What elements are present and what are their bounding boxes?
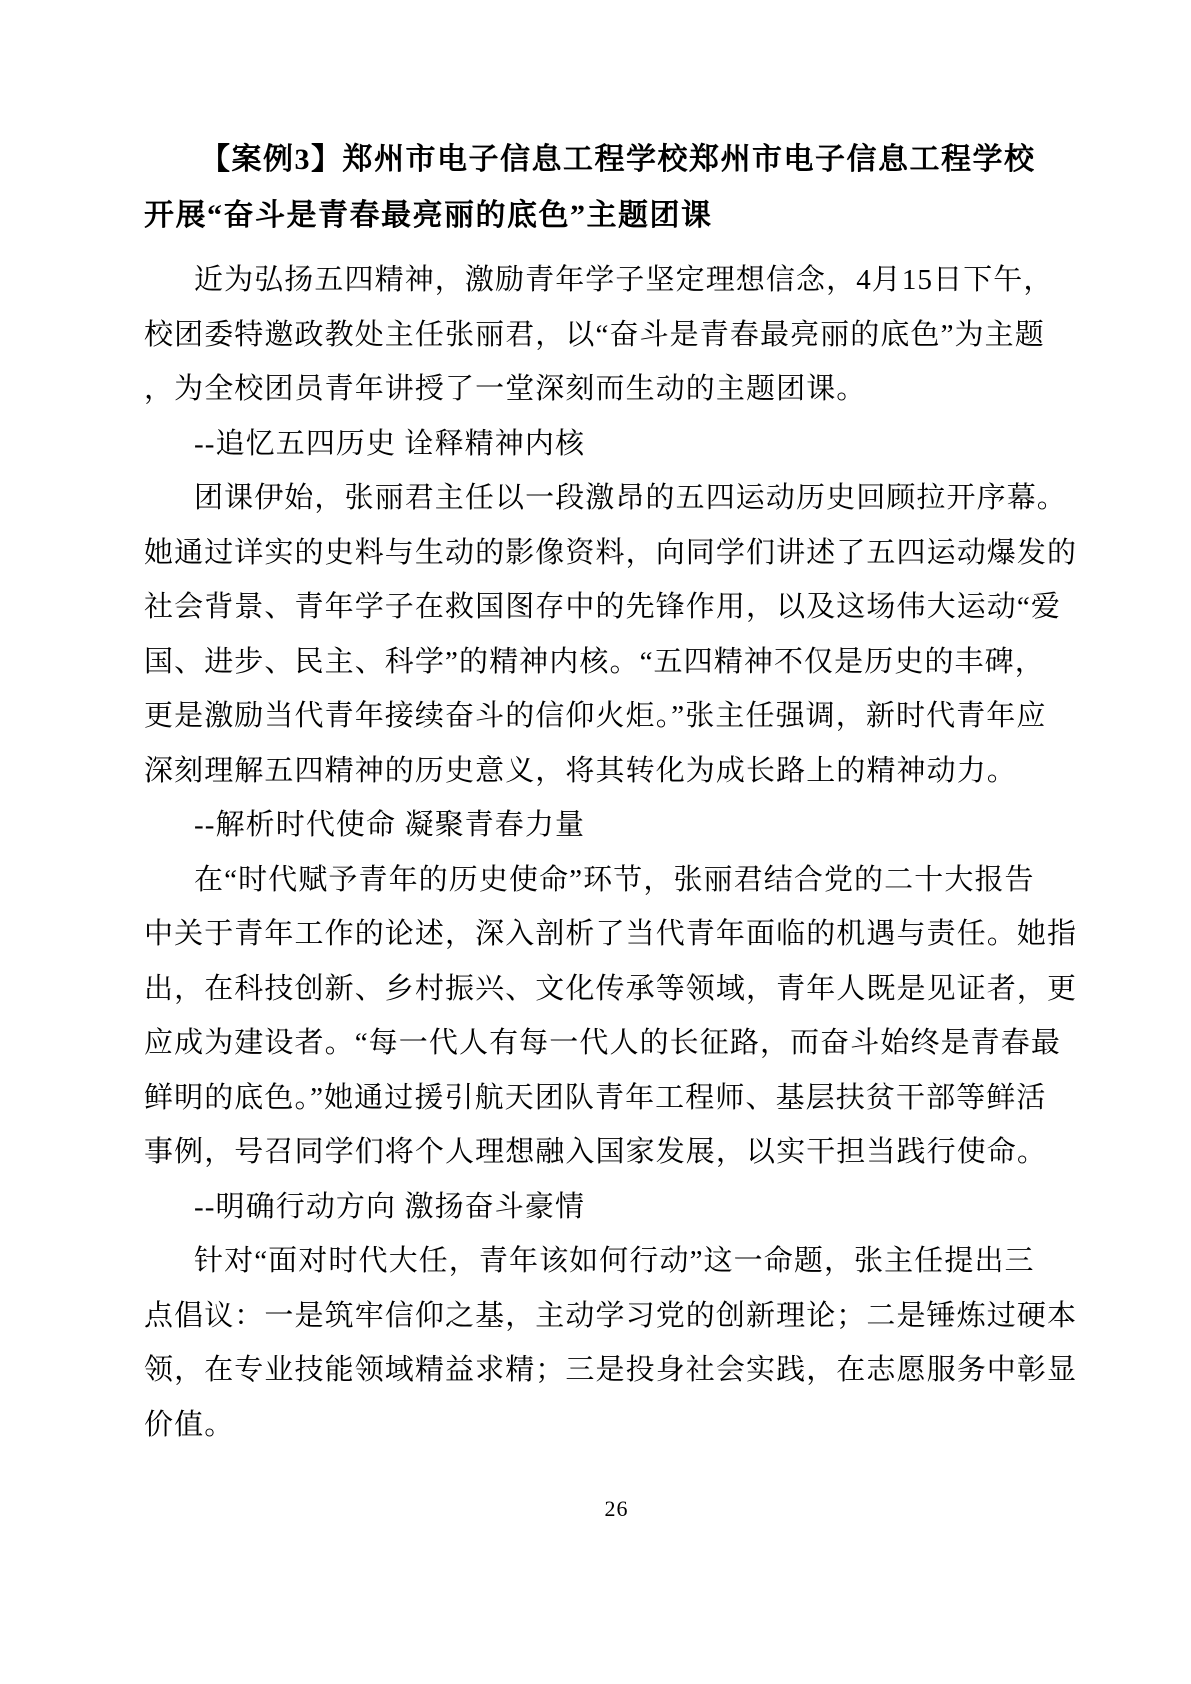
- body-line: 事例，号召同学们将个人理想融入国家发展，以实干担当践行使命。: [144, 1136, 1048, 1168]
- body-line: 点倡议：一是筑牢信仰之基，主动学习党的创新理论；二是锤炼过硬本: [144, 1299, 1078, 1332]
- body-line: 在“时代赋予青年的历史使命”环节，张丽君结合党的二十大报告: [194, 863, 1035, 896]
- document-body: [144, 253, 1078, 1452]
- body-line: 针对“面对时代大任，青年该如何行动”这一命题，张主任提出三: [194, 1245, 1035, 1277]
- body-line: 近为弘扬五四精神，激励青年学子坚定理想信念，4月15日下午，: [194, 264, 1054, 296]
- body-line: 价值。: [144, 1408, 235, 1441]
- title-line-1: 【案例3】郑州市电子信息工程学校郑州市电子信息工程学校: [200, 143, 1036, 176]
- body-line: 鲜明的底色。”她通过援引航天团队青年工程师、基层扶贫干部等鲜活: [144, 1081, 1047, 1114]
- body-line: 校团委特邀政教处主任张丽君，以“奋斗是青春最亮丽的底色”为主题: [144, 318, 1045, 351]
- body-line: 更是激励当代青年接续奋斗的信仰火炬。”张主任强调，新时代青年应: [144, 700, 1047, 732]
- section-heading: --追忆五四历史 诠释精神内核: [194, 427, 586, 460]
- title-line-2: 开展“奋斗是青春最亮丽的底色”主题团课: [144, 199, 713, 232]
- body-line: 应成为建设者。“每一代人有每一代人的长征路，而奋斗始终是青春最: [144, 1027, 1061, 1059]
- body-line: 她通过详实的史料与生动的影像资料，向同学们讲述了五四运动爆发的: [144, 536, 1078, 569]
- body-line: 国、进步、民主、科学”的精神内核。“五四精神不仅是历史的丰碑，: [144, 645, 1045, 678]
- body-line: 团课伊始，张丽君主任以一段激昂的五四运动历史回顾拉开序幕。: [194, 482, 1067, 514]
- body-line: 深刻理解五四精神的历史意义，将其转化为成长路上的精神动力。: [144, 754, 1017, 787]
- page-number: 26: [604, 1496, 629, 1521]
- body-line: 中关于青年工作的论述，深入剖析了当代青年面临的机遇与责任。她指: [144, 918, 1078, 950]
- section-heading: --解析时代使命 凝聚青春力量: [194, 809, 586, 841]
- section-heading: --明确行动方向 激扬奋斗豪情: [194, 1190, 586, 1223]
- body-line: 领，在专业技能领域精益求精；三是投身社会实践，在志愿服务中彰显: [144, 1354, 1078, 1386]
- document-content: [144, 132, 1078, 1452]
- body-line: ，为全校团员青年讲授了一堂深刻而生动的主题团课。: [144, 373, 867, 405]
- body-line: 出，在科技创新、乡村振兴、文化传承等领域，青年人既是见证者，更: [144, 972, 1078, 1005]
- document-title: [144, 132, 1049, 244]
- body-line: 社会背景、青年学子在救国图存中的先锋作用，以及这场伟大运动“爱: [144, 591, 1061, 623]
